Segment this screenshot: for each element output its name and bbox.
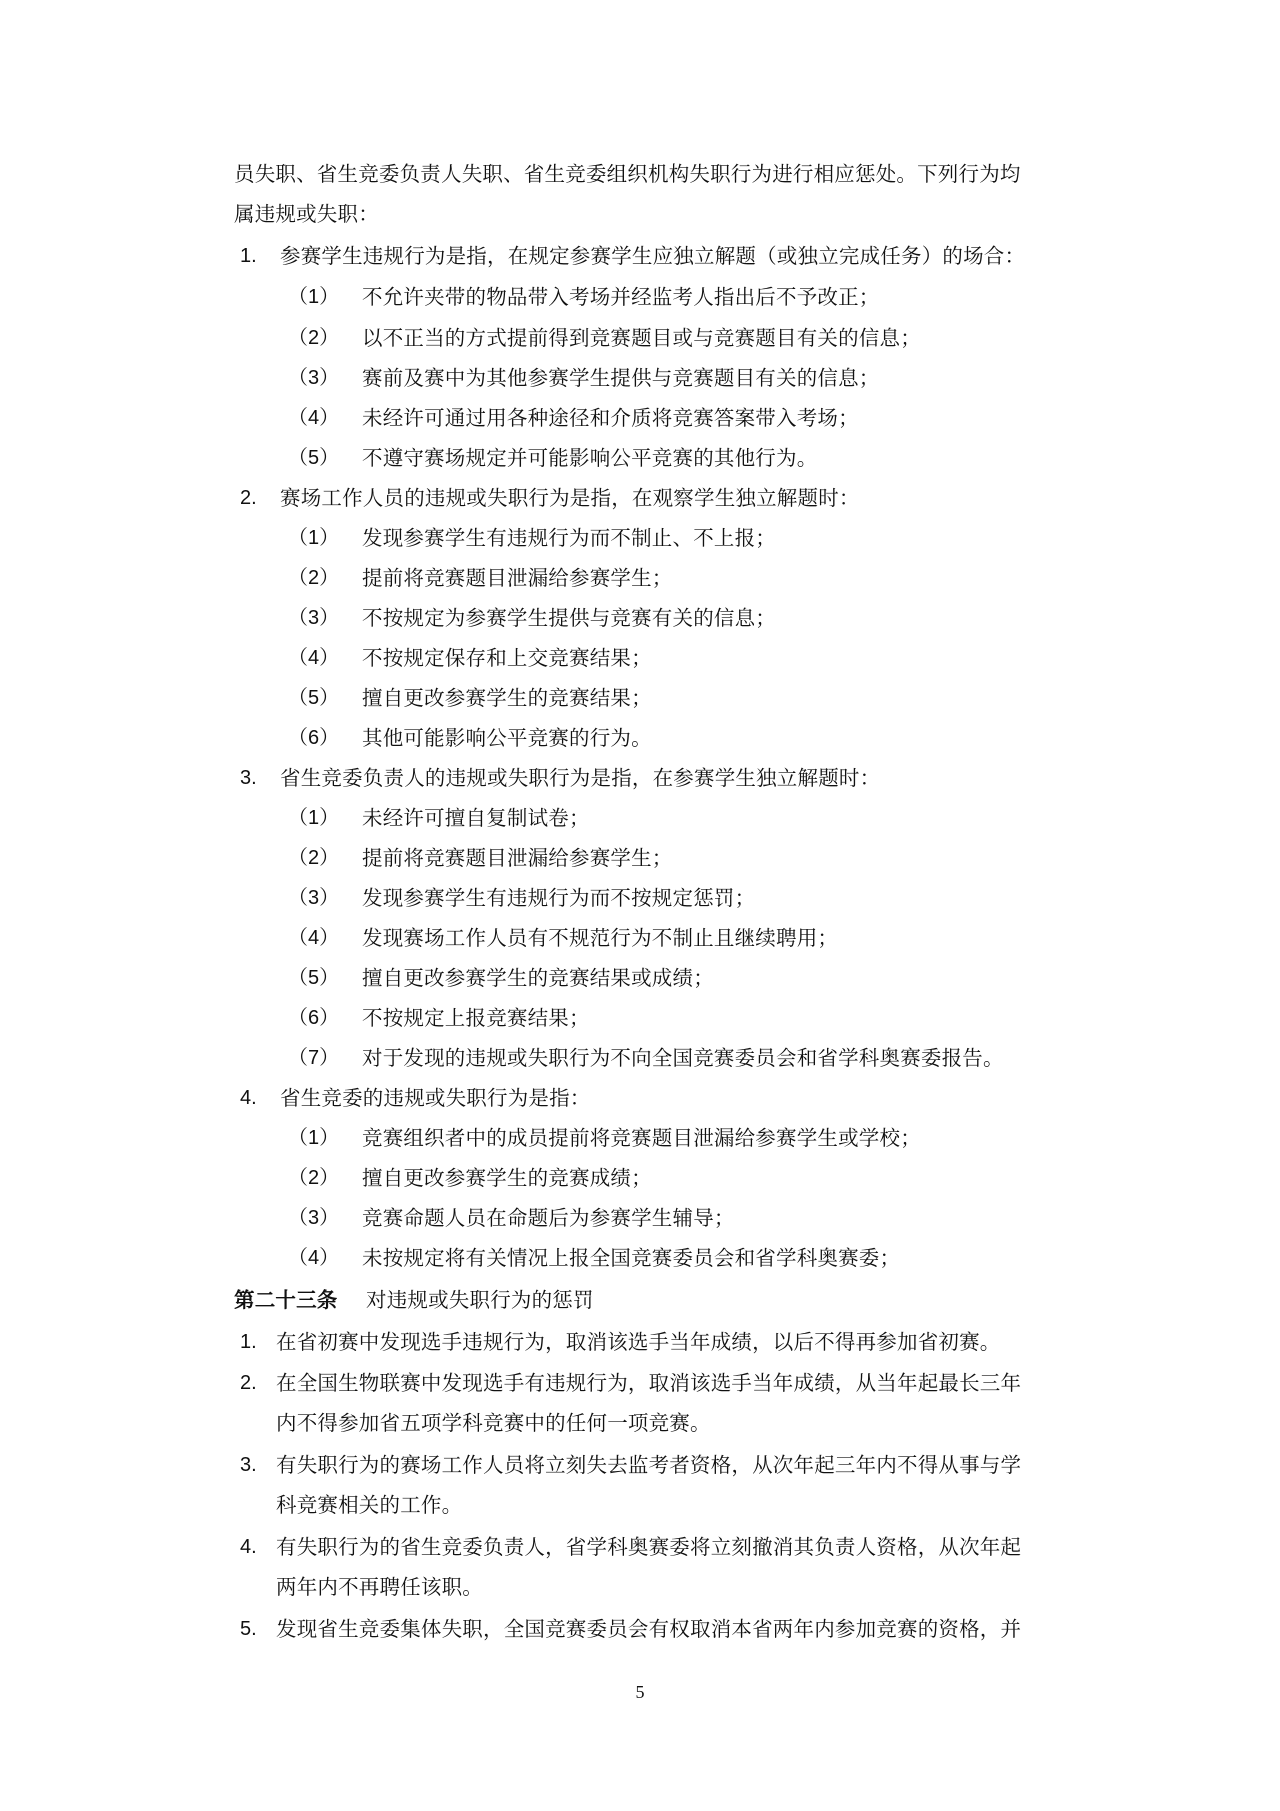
section-3-item-7-number: （7） [288, 1047, 340, 1069]
section-2-item-5-text: 擅自更改参赛学生的竞赛结果； [362, 686, 652, 710]
section-1-item-3-number: （3） [288, 367, 340, 389]
section-2-item-1-text: 发现参赛学生有违规行为而不制止、不上报； [362, 526, 776, 550]
section-4-item-2-text: 擅自更改参赛学生的竞赛成绩； [362, 1166, 652, 1190]
section-3-item-1-number: （1） [288, 807, 340, 829]
section-1-number: 1. [240, 245, 257, 267]
clause-2-number: 2. [240, 1372, 257, 1394]
section-4-item-3-text: 竞赛命题人员在命题后为参赛学生辅导； [362, 1206, 735, 1230]
section-3-item-6-number: （6） [288, 1007, 340, 1029]
page-number: 5 [635, 1682, 645, 1702]
clause-3-number: 3. [240, 1454, 257, 1476]
clause-2-line-2: 内不得参加省五项学科竞赛中的任何一项竞赛。 [276, 1411, 711, 1435]
intro-line-2: 属违规或失职： [234, 202, 379, 226]
section-4-item-3-number: （3） [288, 1207, 340, 1229]
clause-4-number: 4. [240, 1536, 257, 1558]
section-4-title: 省生竞委的违规或失职行为是指： [280, 1086, 591, 1110]
section-2-item-2-number: （2） [288, 567, 340, 589]
section-3-item-2-number: （2） [288, 847, 340, 869]
section-3-title: 省生竞委负责人的违规或失职行为是指，在参赛学生独立解题时： [280, 766, 881, 790]
clause-1-line-1: 在省初赛中发现选手违规行为，取消该选手当年成绩，以后不得再参加省初赛。 [276, 1330, 1001, 1354]
section-2-item-1-number: （1） [288, 527, 340, 549]
section-1-item-4-text: 未经许可通过用各种途径和介质将竞赛答案带入考场； [362, 406, 859, 430]
section-3-item-5-number: （5） [288, 967, 340, 989]
section-2-item-6-number: （6） [288, 727, 340, 749]
section-3-item-6-text: 不按规定上报竞赛结果； [362, 1006, 590, 1030]
section-2-item-4-number: （4） [288, 647, 340, 669]
section-1-item-2-text: 以不正当的方式提前得到竞赛题目或与竞赛题目有关的信息； [362, 326, 921, 350]
section-3-item-1-text: 未经许可擅自复制试卷； [362, 806, 590, 830]
intro-line-1: 员失职、省生竞委负责人失职、省生竞委组织机构失职行为进行相应惩处。下列行为均 [234, 162, 1021, 186]
section-3-item-3-text: 发现参赛学生有违规行为而不按规定惩罚； [362, 886, 756, 910]
article-title: 对违规或失职行为的惩罚 [366, 1288, 594, 1312]
section-3-item-7-text: 对于发现的违规或失职行为不向全国竞赛委员会和省学科奥赛委报告。 [362, 1046, 1004, 1070]
section-2-number: 2. [240, 487, 257, 509]
clause-1-number: 1. [240, 1331, 257, 1353]
section-3-item-5-text: 擅自更改参赛学生的竞赛结果或成绩； [362, 966, 714, 990]
section-4-item-1-text: 竞赛组织者中的成员提前将竞赛题目泄漏给参赛学生或学校； [362, 1126, 921, 1150]
section-1-item-1-text: 不允许夹带的物品带入考场并经监考人指出后不予改正； [362, 285, 880, 309]
section-1-item-2-number: （2） [288, 327, 340, 349]
clause-5-number: 5. [240, 1618, 257, 1640]
clause-4-line-2: 两年内不再聘任该职。 [276, 1575, 483, 1599]
section-1-item-5-text: 不遵守赛场规定并可能影响公平竞赛的其他行为。 [362, 446, 818, 470]
section-3-item-4-text: 发现赛场工作人员有不规范行为不制止且继续聘用； [362, 926, 839, 950]
section-1-item-3-text: 赛前及赛中为其他参赛学生提供与竞赛题目有关的信息； [362, 366, 880, 390]
section-3-item-4-number: （4） [288, 927, 340, 949]
clause-2-line-1: 在全国生物联赛中发现选手有违规行为，取消该选手当年成绩，从当年起最长三年 [276, 1371, 1022, 1395]
article-label: 第二十三条 [234, 1288, 338, 1312]
section-4-item-2-number: （2） [288, 1167, 340, 1189]
section-4-number: 4. [240, 1087, 257, 1109]
clause-3-line-1: 有失职行为的赛场工作人员将立刻失去监考者资格，从次年起三年内不得从事与学 [276, 1453, 1022, 1477]
section-2-item-3-number: （3） [288, 607, 340, 629]
section-1-title: 参赛学生违规行为是指，在规定参赛学生应独立解题（或独立完成任务）的场合： [280, 244, 1026, 268]
section-2-title: 赛场工作人员的违规或失职行为是指，在观察学生独立解题时： [280, 486, 860, 510]
section-3-item-3-number: （3） [288, 887, 340, 909]
section-2-item-4-text: 不按规定保存和上交竞赛结果； [362, 646, 652, 670]
section-1-item-5-number: （5） [288, 447, 340, 469]
section-2-item-6-text: 其他可能影响公平竞赛的行为。 [362, 726, 652, 750]
section-2-item-3-text: 不按规定为参赛学生提供与竞赛有关的信息； [362, 606, 776, 630]
section-3-number: 3. [240, 767, 257, 789]
clause-4-line-1: 有失职行为的省生竞委负责人，省学科奥赛委将立刻撤消其负责人资格，从次年起 [276, 1535, 1022, 1559]
clause-3-line-2: 科竞赛相关的工作。 [276, 1493, 463, 1517]
section-3-item-2-text: 提前将竞赛题目泄漏给参赛学生； [362, 846, 673, 870]
section-2-item-5-number: （5） [288, 687, 340, 709]
clause-5-line-1: 发现省生竞委集体失职，全国竞赛委员会有权取消本省两年内参加竞赛的资格，并 [276, 1617, 1022, 1641]
section-4-item-1-number: （1） [288, 1127, 340, 1149]
section-1-item-4-number: （4） [288, 407, 340, 429]
section-4-item-4-number: （4） [288, 1247, 340, 1269]
section-1-item-1-number: （1） [288, 286, 340, 308]
section-4-item-4-text: 未按规定将有关情况上报全国竞赛委员会和省学科奥赛委； [362, 1246, 901, 1270]
section-2-item-2-text: 提前将竞赛题目泄漏给参赛学生； [362, 566, 673, 590]
